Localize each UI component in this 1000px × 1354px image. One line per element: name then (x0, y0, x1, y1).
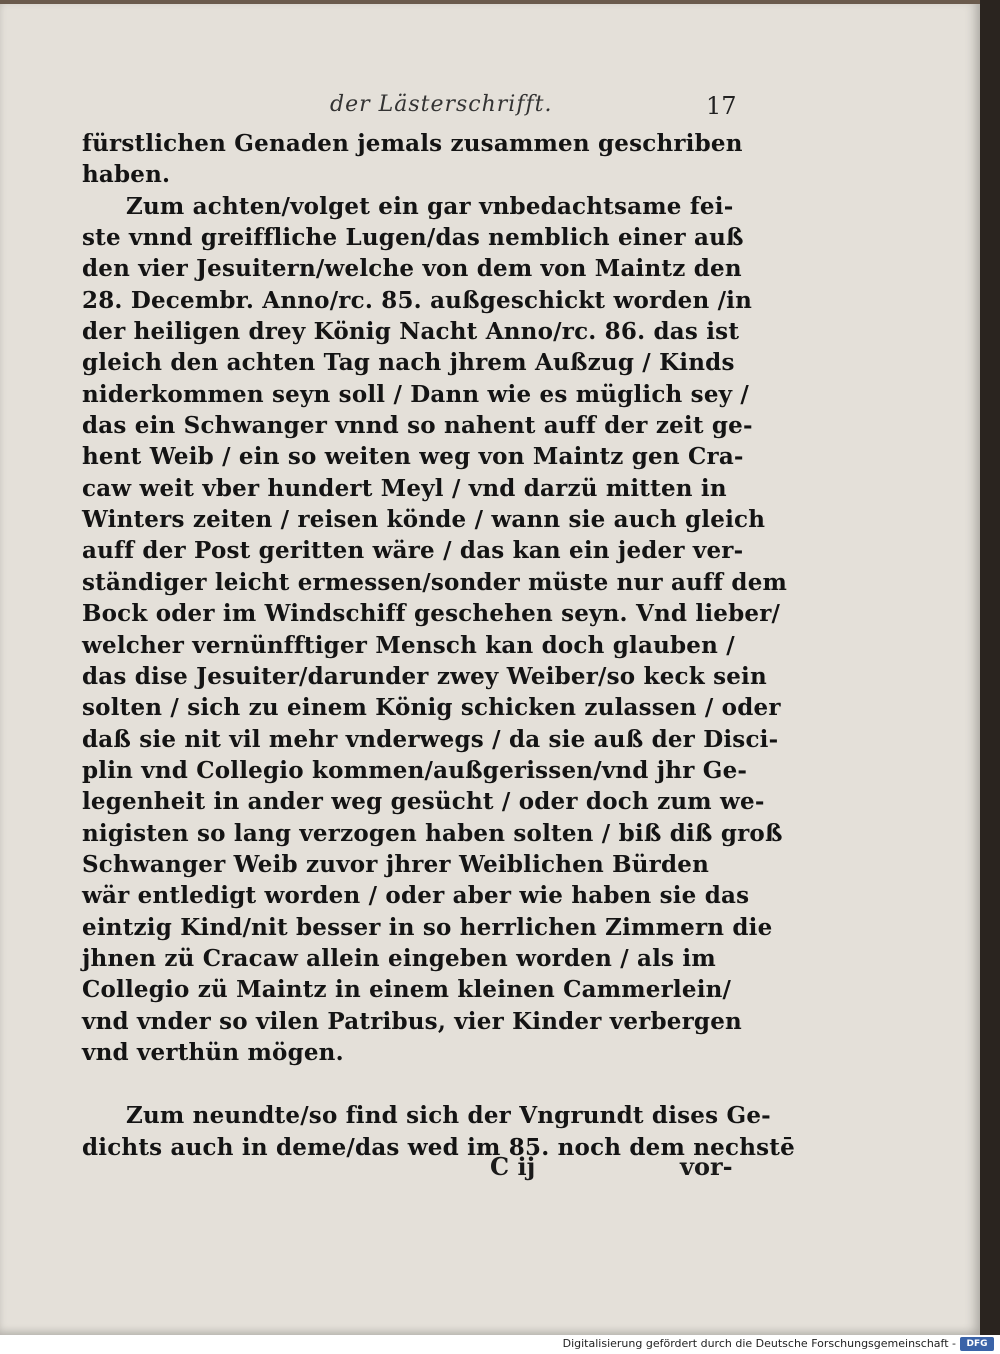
page-top-edge (0, 0, 980, 4)
text-line: der heiligen drey König Nacht Anno/rc. 86. das ist (82, 318, 740, 346)
text-line: eintzig Kind/nit besser in so herrlichen Zimmern die (82, 913, 773, 941)
text-line: dichts auch in deme/das wed im 85. noch dem nechstē (82, 1133, 795, 1161)
text-line: Winters zeiten / reisen könde / wann sie auch gleich (82, 506, 766, 534)
credit-text: Digitalisierung gefördert durch die Deutsche Forschungsgemeinschaft - (562, 1337, 956, 1350)
running-head: der Lästerschrifft. (330, 92, 553, 117)
signature-mark: C ij (490, 1152, 536, 1181)
page-number: 17 (706, 92, 737, 120)
text-line: vnd vnder so vilen Patribus, vier Kinder verbergen (82, 1007, 742, 1035)
page-footer (490, 1152, 750, 1188)
text-line: Bock oder im Windschiff geschehen seyn. Vnd lieber/ (82, 600, 781, 628)
text-line: niderkommen seyn soll / Dann wie es müglich sey / (82, 380, 750, 408)
text-line: solten / sich zu einem König schicken zulassen / oder (82, 694, 781, 722)
catchword: vor- (680, 1152, 733, 1181)
text-line: ste vnnd greiffliche Lugen/das nemblich einer auß (82, 224, 744, 252)
text-line: legenheit in ander weg gesücht / oder doch zum we- (82, 788, 765, 816)
text-line: Collegio zü Maintz in einem kleinen Cammerlein/ (82, 976, 732, 1004)
text-line: das ein Schwanger vnnd so nahent auff der zeit ge- (82, 412, 753, 440)
text-line: Schwanger Weib zuvor jhrer Weiblichen Bürden (82, 850, 710, 878)
text-line: 28. Decembr. Anno/rc. 85. außgeschickt worden /in (82, 286, 753, 314)
paragraph-gap (82, 1068, 742, 1100)
page-header (0, 92, 980, 126)
text-line: Zum achten/volget ein gar vnbedachtsame fei- (126, 192, 734, 220)
text-line: daß sie nit vil mehr vnderwegs / da sie auß der Disci- (82, 725, 779, 753)
text-line: hent Weib / ein so weiten weg von Maintz gen Cra- (82, 443, 744, 471)
text-line: das dise Jesuiter/darunder zwey Weiber/so keck sein (82, 662, 767, 690)
text-line: auff der Post geritten wäre / das kan ein jeder ver- (82, 537, 744, 565)
text-line: gleich den achten Tag nach jhrem Außzug / Kinds (82, 349, 735, 377)
body-text (82, 128, 795, 1163)
text-line: vnd verthün mögen. (82, 1038, 344, 1066)
text-line: welcher vernünfftiger Mensch kan doch glauben / (82, 631, 735, 659)
dfg-logo-icon: DFG (960, 1337, 994, 1351)
text-line: plin vnd Collegio kommen/außgerissen/vnd jhr Ge- (82, 756, 748, 784)
text-line: Zum neundte/so find sich der Vngrundt dises Ge- (126, 1102, 771, 1130)
text-line: nigisten so lang verzogen haben solten / biß diß groß (82, 819, 783, 847)
text-line: ständiger leicht ermessen/sonder müste nur auff dem (82, 568, 788, 596)
text-line: caw weit vber hundert Meyl / vnd darzü mitten in (82, 474, 727, 502)
credit-bar (0, 1335, 1000, 1354)
text-line: den vier Jesuitern/welche von dem von Maintz den (82, 255, 742, 283)
text-line: fürstlichen Genaden jemals zusammen geschriben (82, 130, 743, 157)
text-line: haben. (82, 161, 171, 189)
text-line: wär entledigt worden / oder aber wie haben sie das (82, 882, 750, 910)
text-line: jhnen zü Cracaw allein eingeben worden / als im (82, 944, 716, 972)
